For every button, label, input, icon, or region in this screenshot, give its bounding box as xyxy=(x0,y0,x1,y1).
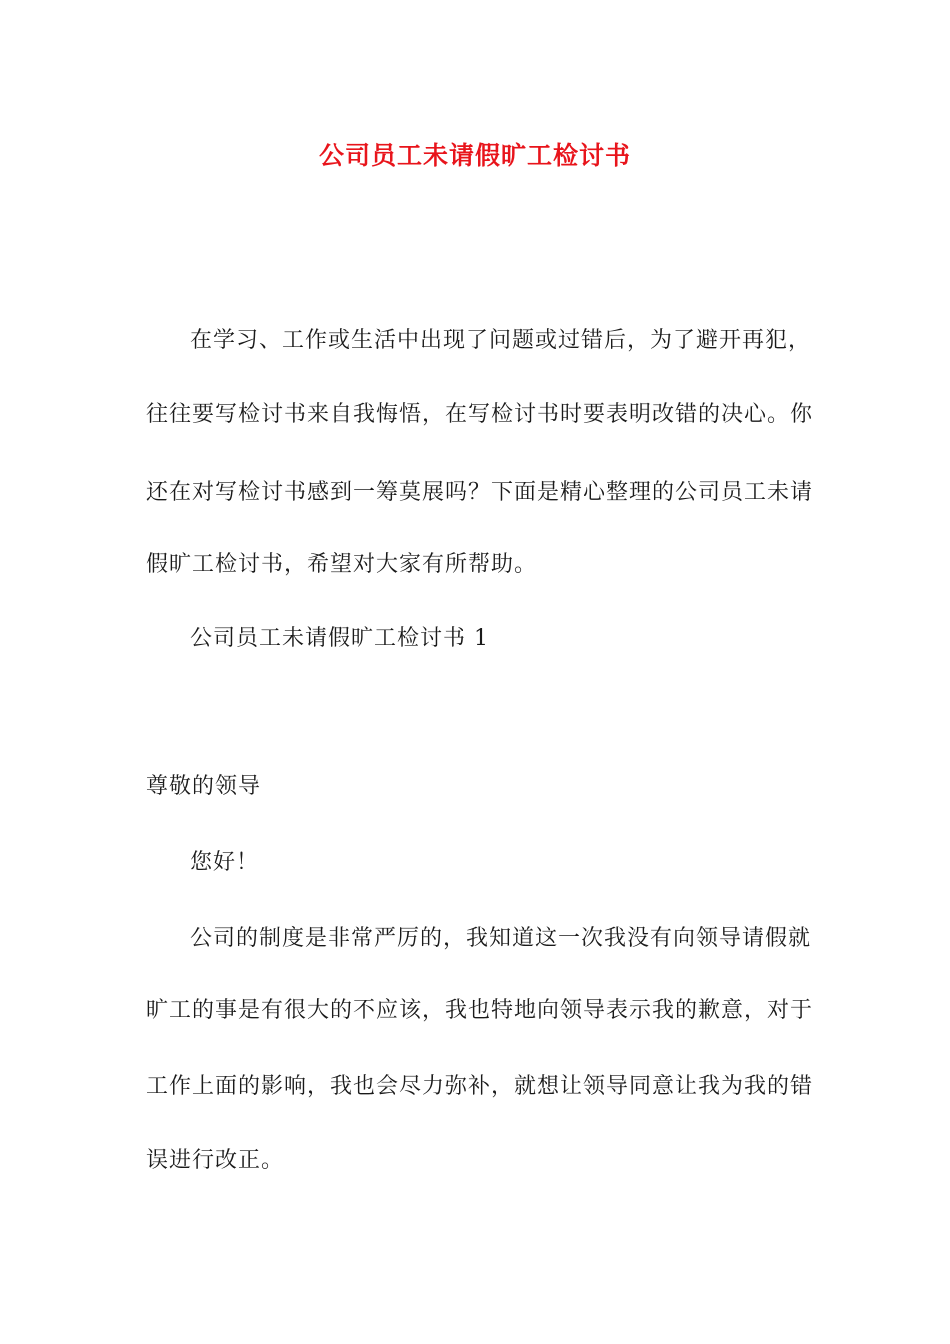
body-line-2: 旷工的事是有很大的不应该，我也特地向领导表示我的歉意，对于 xyxy=(146,998,814,1023)
intro-line-4: 假旷工检讨书，希望对大家有所帮助。 xyxy=(146,552,538,577)
intro-line-1: 在学习、工作或生活中出现了问题或过错后，为了避开再犯， xyxy=(190,328,812,353)
body-line-1: 公司的制度是非常严厉的，我知道这一次我没有向领导请假就 xyxy=(190,926,812,951)
body-line-3: 工作上面的影响，我也会尽力弥补，就想让领导同意让我为我的错 xyxy=(146,1074,814,1099)
intro-line-2: 往往要写检讨书来自我悔悟，在写检讨书时要表明改错的决心。你 xyxy=(146,402,814,427)
document-title: 公司员工未请假旷工检讨书 xyxy=(318,141,631,170)
intro-line-3: 还在对写检讨书感到一筹莫展吗？下面是精心整理的公司员工未请 xyxy=(146,480,814,505)
greeting: 您好！ xyxy=(190,850,260,875)
section-heading: 公司员工未请假旷工检讨书 1 xyxy=(190,626,489,651)
salutation: 尊敬的领导 xyxy=(146,774,262,799)
body-line-4: 误进行改正。 xyxy=(146,1148,285,1173)
